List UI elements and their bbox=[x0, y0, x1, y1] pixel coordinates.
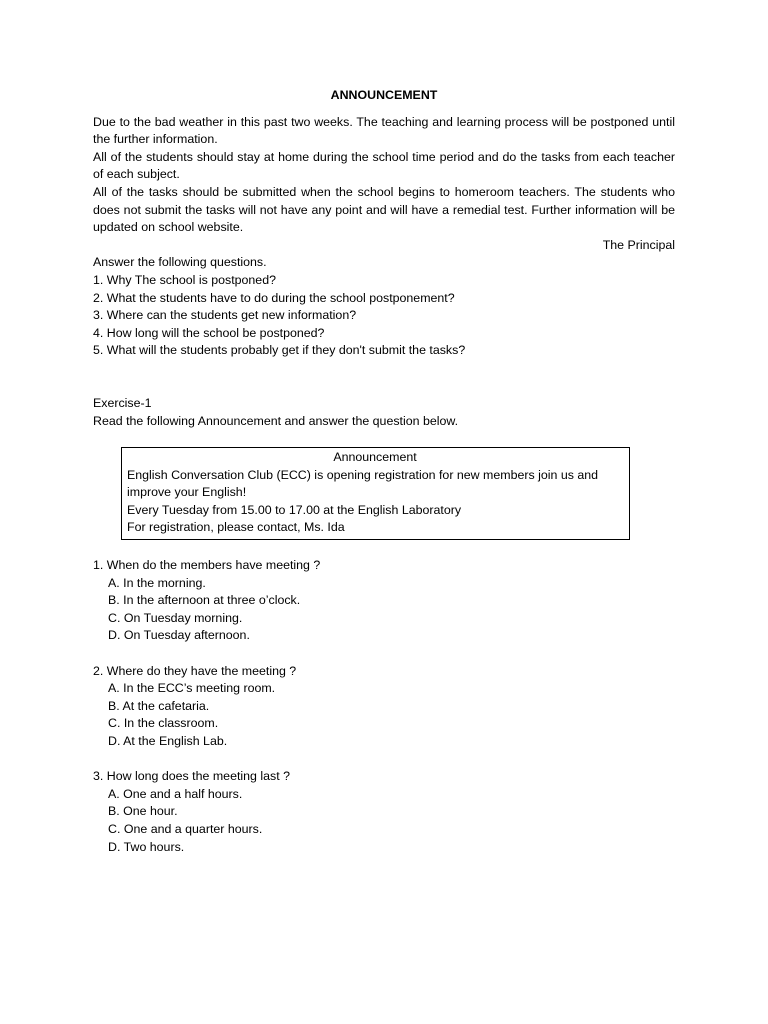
exercise-question-block bbox=[93, 557, 675, 645]
question-item: 1. Why The school is postponed? bbox=[93, 272, 276, 287]
exercise-question-block bbox=[93, 768, 675, 856]
question-item: 4. How long will the school be postponed? bbox=[93, 325, 325, 340]
announcement-box-line: For registration, please contact, Ms. Ida bbox=[127, 520, 345, 535]
announcement-box-title: Announcement bbox=[333, 450, 417, 465]
announcement-box-line: Every Tuesday from 15.00 to 17.00 at the English Laboratory bbox=[127, 502, 462, 517]
exercise-question-block bbox=[93, 663, 675, 751]
questions-intro: Answer the following questions. bbox=[93, 255, 267, 270]
announcement-paragraph-1: Due to the bad weather in this past two weeks. The teaching and learning process will be postponed until the further information. bbox=[93, 114, 675, 147]
answer-option: A. In the morning. bbox=[108, 575, 206, 590]
exercise-question: 2. Where do they have the meeting ? bbox=[93, 663, 297, 678]
announcement-paragraph-3: All of the tasks should be submitted when the school begins to homeroom teachers. The students who does not submit the tasks will not have any point and will have a remedial test. Further information will be updated on school website. bbox=[93, 184, 675, 235]
answer-option: B. At the cafetaria. bbox=[108, 698, 210, 713]
answer-option: D. On Tuesday afternoon. bbox=[108, 628, 250, 643]
announcement-paragraph-2: All of the students should stay at home during the school time period and do the tasks from each teacher of each subject. bbox=[93, 149, 675, 182]
exercise-instruction: Read the following Announcement and answer the question below. bbox=[93, 413, 459, 428]
announcement-box-line: English Conversation Club (ECC) is opening registration for new members join us and improve your English! bbox=[127, 467, 599, 500]
question-item: 5. What will the students probably get if they don't submit the tasks? bbox=[93, 343, 466, 358]
answer-option: C. In the classroom. bbox=[108, 716, 219, 731]
announcement-signature: The Principal bbox=[602, 237, 675, 252]
exercise-title: Exercise-1 bbox=[93, 395, 152, 410]
question-item: 3. Where can the students get new information? bbox=[93, 308, 357, 323]
answer-option: D. Two hours. bbox=[108, 839, 185, 854]
answer-option: B. In the afternoon at three o’clock. bbox=[108, 593, 301, 608]
answer-option: C. One and a quarter hours. bbox=[108, 821, 263, 836]
announcement-title: ANNOUNCEMENT bbox=[330, 88, 438, 102]
exercise-question: 3. How long does the meeting last ? bbox=[93, 769, 290, 784]
answer-option: B. One hour. bbox=[108, 804, 178, 819]
exercise-question: 1. When do the members have meeting ? bbox=[93, 558, 321, 573]
answer-option: A. In the ECC’s meeting room. bbox=[108, 681, 276, 696]
answer-option: D. At the English Lab. bbox=[108, 734, 228, 748]
announcement-box bbox=[121, 447, 630, 540]
question-item: 2. What the students have to do during the school postponement? bbox=[93, 290, 455, 305]
document-content bbox=[93, 87, 675, 856]
answer-option: C. On Tuesday morning. bbox=[108, 610, 243, 625]
answer-option: A. One and a half hours. bbox=[108, 786, 243, 801]
